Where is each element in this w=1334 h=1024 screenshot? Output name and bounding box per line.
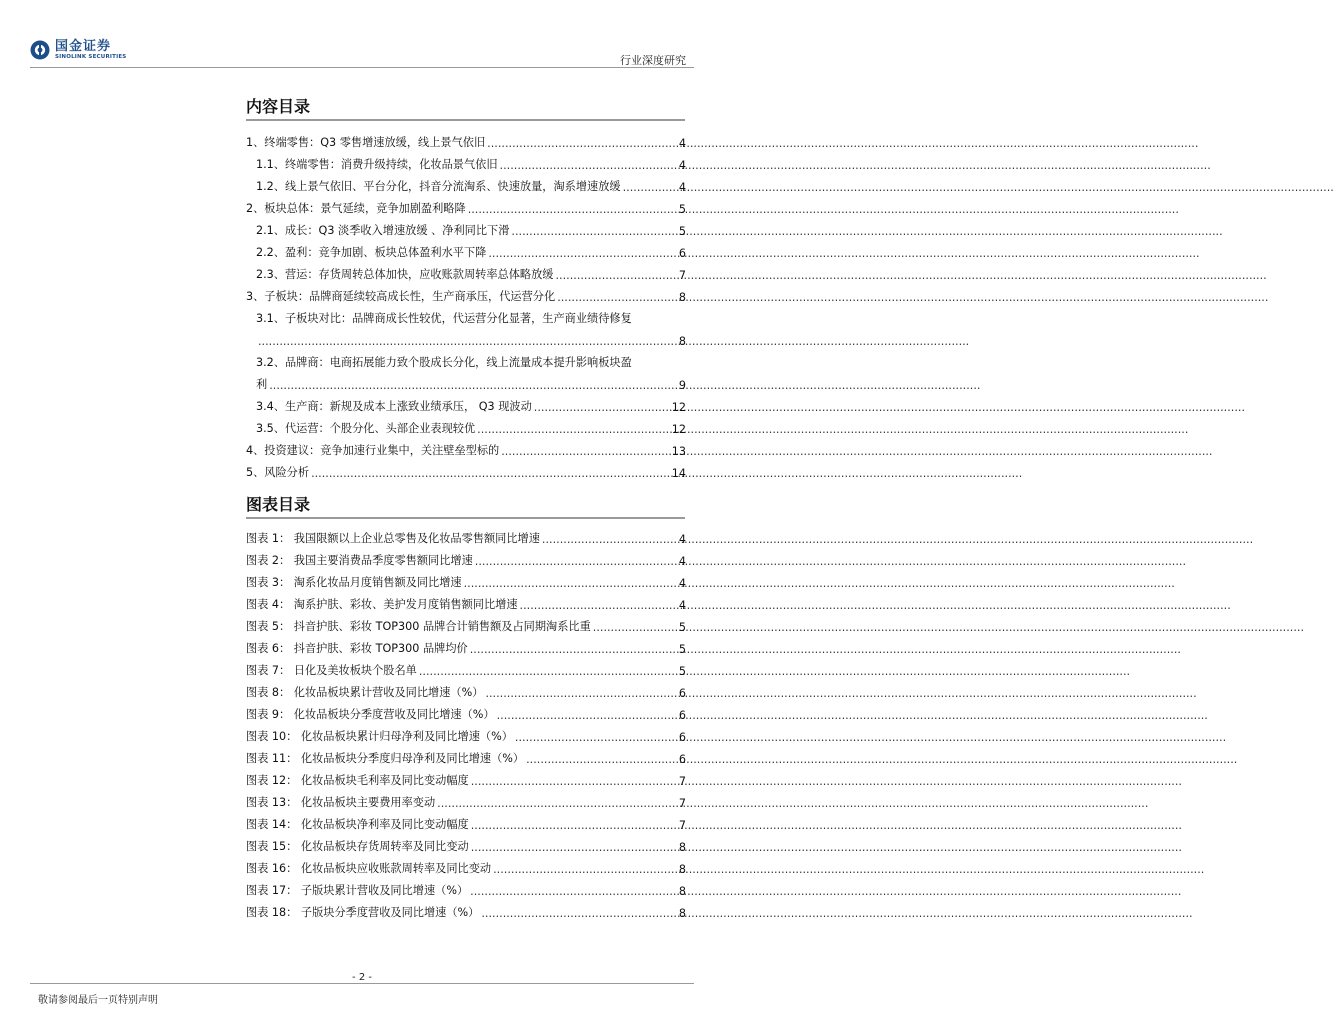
toc-entry[interactable]: 1.1、终端零售：消费升级持续，化妆品景气依旧 ..... 4 — [246, 150, 686, 172]
toc-entry[interactable]: 2.3、营运：存货周转总体加快，应收账款周转率总体略放缓 ..... 7 — [246, 260, 686, 282]
company-logo — [30, 40, 126, 61]
figures-list — [246, 524, 686, 920]
figure-entry[interactable]: 图表 10： 化妆品板块累计归母净利及同比增速（%） ..... 6 — [246, 722, 686, 744]
figure-entry[interactable]: 图表 8： 化妆品板块累计营收及同比增速（%） ..... 6 — [246, 678, 686, 700]
logo-chinese-name: 国金证券 — [55, 39, 112, 54]
figure-entry[interactable]: 图表 13： 化妆品板块主要费用率变动 ..... 7 — [246, 788, 686, 810]
toc-entry[interactable]: 3.5、代运营：个股分化、头部企业表现较优 ..... 12 — [246, 414, 686, 436]
figure-entry[interactable]: 图表 18： 子版块分季度营收及同比增速（%） ..... 8 — [246, 898, 686, 920]
figure-entry[interactable]: 图表 15： 化妆品板块存货周转率及同比变动 ..... 8 — [246, 832, 686, 854]
figure-entry[interactable]: 图表 14： 化妆品板块净利率及同比变动幅度 ..... 7 — [246, 810, 686, 832]
figure-entry[interactable]: 图表 1： 我国限额以上企业总零售及化妆品零售额同比增速 ..... 4 — [246, 524, 686, 546]
contents-title-rule — [246, 119, 685, 121]
figure-entry[interactable]: 图表 12： 化妆品板块毛利率及同比变动幅度 ..... 7 — [246, 766, 686, 788]
figures-title-rule — [246, 517, 685, 519]
toc-entry-wrapped-line2[interactable]: ..... 8 — [246, 326, 686, 348]
toc-entry-wrapped-line1[interactable]: 3.1、子板块对比：品牌商成长性较优，代运营分化显著，生产商业绩待修复 — [256, 312, 632, 325]
toc-entry[interactable]: 3、子板块：品牌商延续较高成长性，生产商承压，代运营分化 ..... 8 — [246, 282, 686, 304]
figure-entry[interactable]: 图表 4： 淘系护肤、彩妆、美护发月度销售额同比增速 ..... 4 — [246, 590, 686, 612]
toc-entry[interactable]: 2、板块总体：景气延续，竞争加剧盈利略降 ..... 5 — [246, 194, 686, 216]
toc-entry[interactable]: 4、投资建议：竞争加速行业集中，关注壁垒型标的 ..... 13 — [246, 436, 686, 458]
contents-list — [246, 128, 686, 480]
page-header — [0, 0, 724, 72]
toc-entry[interactable]: 2.1、成长：Q3 淡季收入增速放缓 、净利同比下滑 ..... 5 — [246, 216, 686, 238]
toc-entry[interactable]: 1.2、线上景气依旧、平台分化，抖音分流淘系、快速放量，淘系增速放缓 ..... 4 — [246, 172, 686, 194]
figure-entry[interactable]: 图表 7： 日化及美妆板块个股名单 ..... 5 — [246, 656, 686, 678]
figure-entry[interactable]: 图表 11： 化妆品板块分季度归母净利及同比增速（%） ..... 6 — [246, 744, 686, 766]
toc-entry-wrapped-line2[interactable]: 利 ..... 9 — [246, 370, 686, 392]
report-type-label: 行业深度研究 — [620, 54, 686, 67]
toc-entry[interactable]: 2.2、盈利：竞争加剧、板块总体盈利水平下降 ..... 6 — [246, 238, 686, 260]
figure-entry[interactable]: 图表 5： 抖音护肤、彩妆 TOP300 品牌合计销售额及占同期淘系比重 ..... 5 — [246, 612, 686, 634]
toc-entry[interactable]: 3.4、生产商：新规及成本上涨致业绩承压， Q3 现波动 ..... 12 — [246, 392, 686, 414]
header-divider — [30, 67, 694, 68]
sinolink-logo-icon — [30, 40, 50, 60]
logo-english-name: SINOLINK SECURITIES — [55, 54, 127, 60]
figure-entry[interactable]: 图表 3： 淘系化妆品月度销售额及同比增速 ..... 4 — [246, 568, 686, 590]
toc-entry-wrapped-line1[interactable]: 3.2、品牌商：电商拓展能力致个股成长分化，线上流量成本提升影响板块盈 — [256, 356, 632, 369]
figure-entry[interactable]: 图表 9： 化妆品板块分季度营收及同比增速（%） ..... 6 — [246, 700, 686, 722]
figure-entry[interactable]: 图表 6： 抖音护肤、彩妆 TOP300 品牌均价 ..... 5 — [246, 634, 686, 656]
figure-entry[interactable]: 图表 16： 化妆品板块应收账款周转率及同比变动 ..... 8 — [246, 854, 686, 876]
disclaimer-note: 敬请参阅最后一页特别声明 — [38, 995, 158, 1006]
figure-entry[interactable]: 图表 2： 我国主要消费品季度零售额同比增速 ..... 4 — [246, 546, 686, 568]
footer-divider — [30, 983, 694, 984]
contents-title: 内容目录 — [246, 97, 311, 116]
page-number: - 2 - — [352, 972, 372, 983]
figure-entry[interactable]: 图表 17： 子版块累计营收及同比增速（%） ..... 8 — [246, 876, 686, 898]
figures-title: 图表目录 — [246, 495, 311, 514]
toc-entry[interactable]: 1、终端零售：Q3 零售增速放缓，线上景气依旧 ..... 4 — [246, 128, 686, 150]
toc-entry[interactable]: 5、风险分析 ..... 14 — [246, 458, 686, 480]
